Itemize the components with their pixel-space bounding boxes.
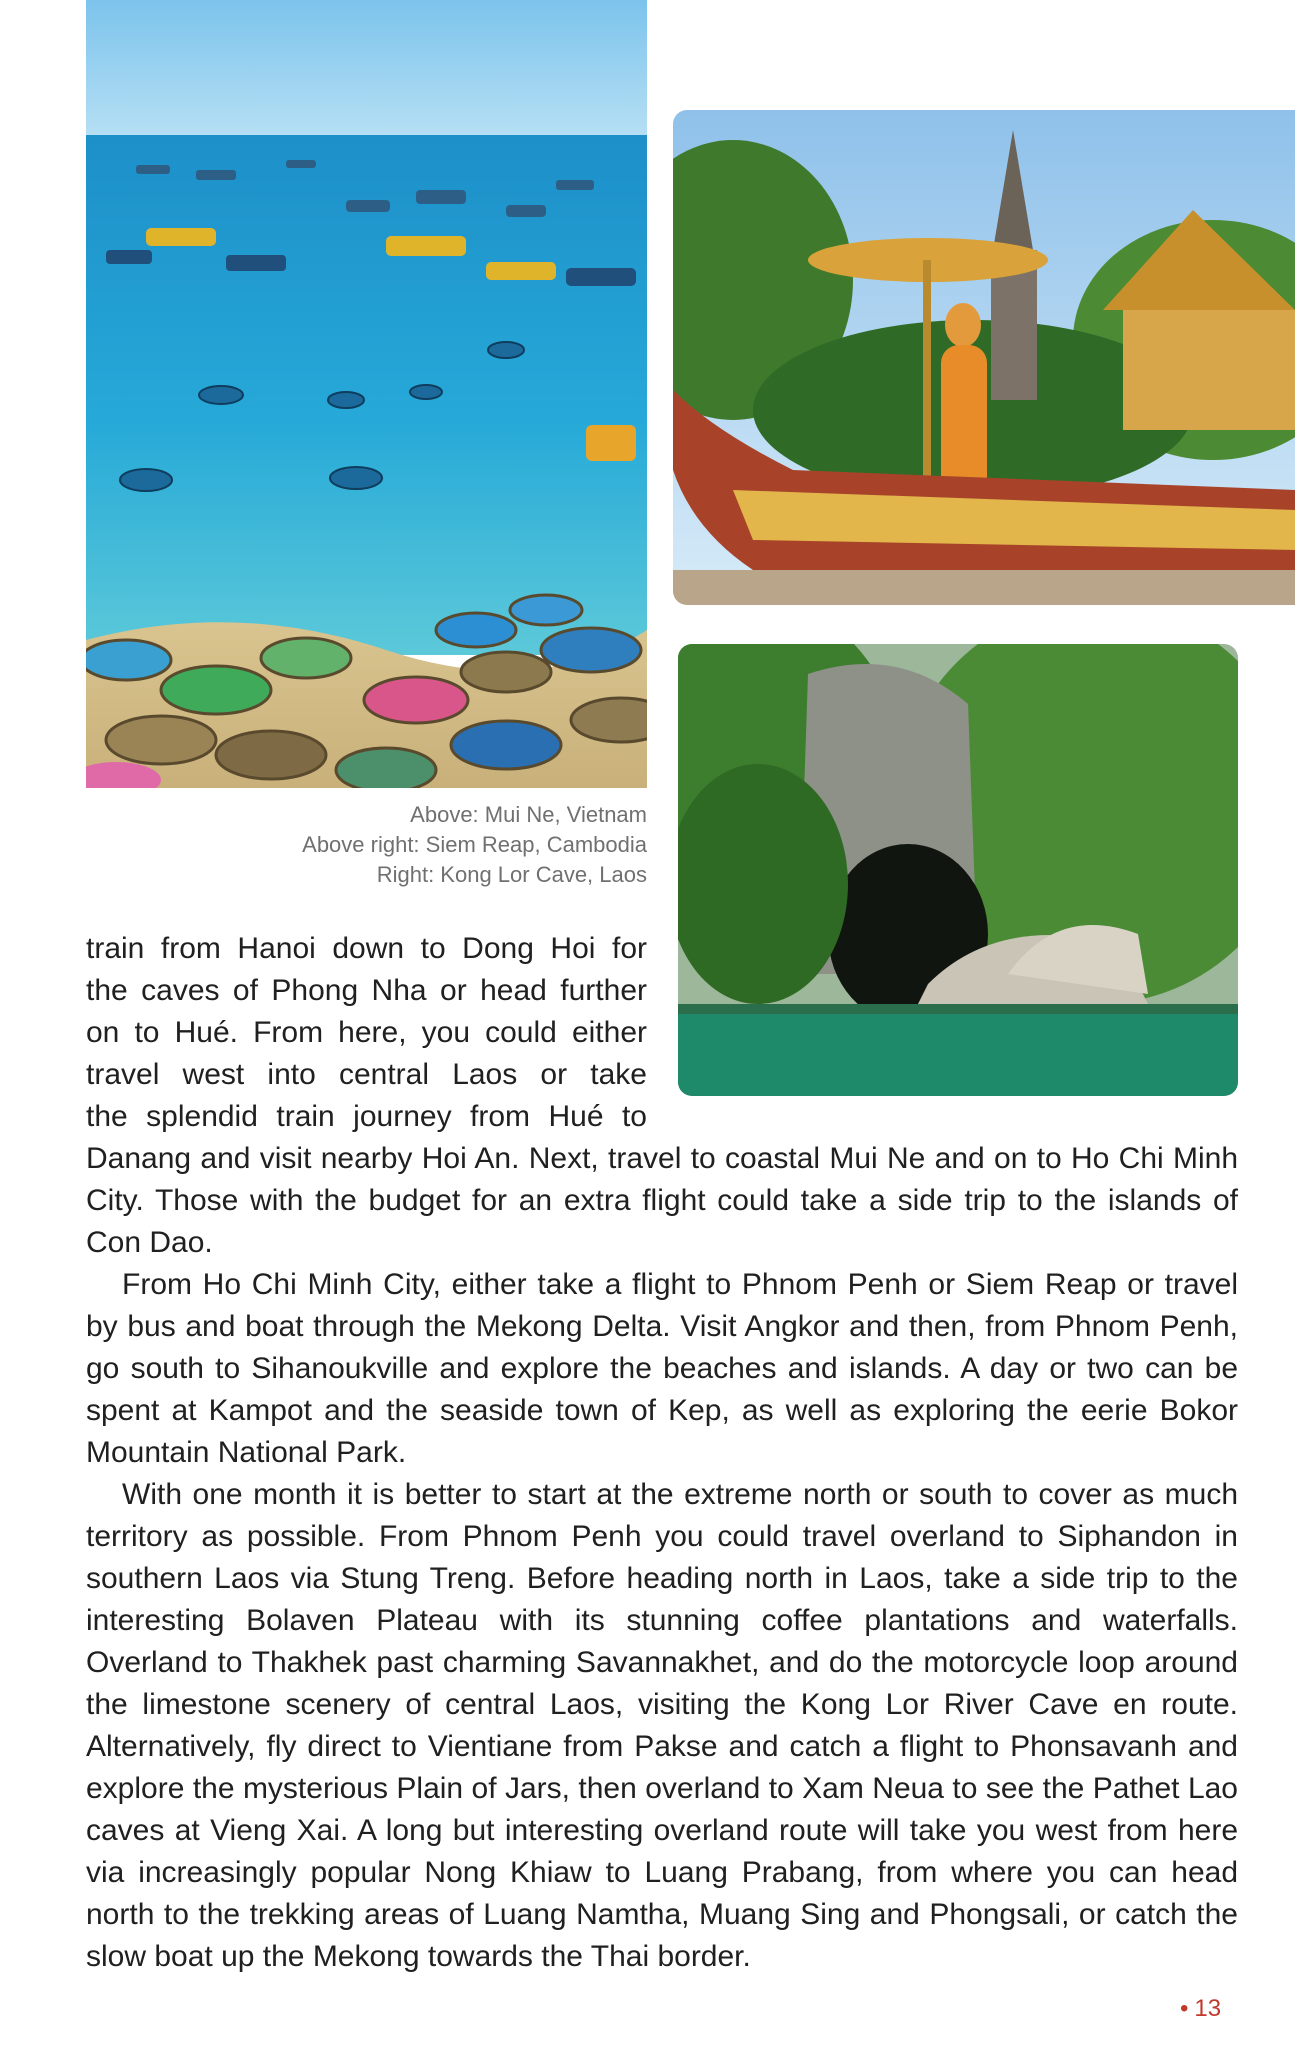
- text-line: the caves of Phong Nha or head further: [86, 974, 647, 1007]
- body-text-narrow: [86, 928, 647, 1138]
- caption-mui-ne: Above: Mui Ne, Vietnam: [410, 802, 647, 827]
- photo-siem-reap: [673, 110, 1295, 605]
- photo-mui-ne: [86, 0, 647, 788]
- caption-siem-reap: Above right: Siem Reap, Cambodia: [302, 832, 647, 857]
- text-line: on to Hué. From here, you could either: [86, 1016, 647, 1049]
- text-line: train from Hanoi down to Dong Hoi for: [86, 932, 647, 965]
- photo-kong-lor-cave: [678, 644, 1238, 1096]
- text-line: the splendid train journey from Hué to: [86, 1100, 647, 1133]
- page-number-value: 13: [1194, 1995, 1222, 2022]
- paragraph: With one month it is better to start at the extreme north or south to cover as much territory as possible. From Phnom Penh you could travel overland to Siphandon in southern Laos via Stung Treng. Before heading north in Laos, take a side trip to the interesting Bolaven Plateau with its stunning coffee plantations and waterfalls. Overland to Thakhek past charming Savannakhet, and do the motorcycle loop around the limestone scenery of central Laos, visiting the Kong Lor River Cave en route. Alternatively, fly direct to Vientiane from Pakse and catch a flight to Phonsavanh and explore the mysterious Plain of Jars, then overland to Xam Neua to see the Pathet Lao caves at Vieng Xai. A long but interesting overland route will take you west from here via increasingly popular Nong Khiaw to Luang Prabang, from where you can head north to the trekking areas of Luang Namtha, Muang Sing and Phongsali, or catch the slow boat up the Mekong towards the Thai border.: [86, 1478, 1238, 1973]
- caption-kong-lor: Right: Kong Lor Cave, Laos: [376, 862, 647, 887]
- paragraph: Danang and visit nearby Hoi An. Next, travel to coastal Mui Ne and on to Ho Chi Minh City. Those with the budget for an extra flight could take a side trip to the islands of Con Dao.: [86, 1142, 1238, 1259]
- body-text-wide: [86, 1138, 1238, 1978]
- bullet-icon: •: [1180, 1995, 1189, 2022]
- photo-captions: [86, 800, 647, 890]
- text-line: travel west into central Laos or take: [86, 1058, 647, 1091]
- paragraph: From Ho Chi Minh City, either take a flight to Phnom Penh or Siem Reap or travel by bus and boat through the Mekong Delta. Visit Angkor and then, from Phnom Penh, go south to Sihanoukville and explore the beaches and islands. A day or two can be spent at Kampot and the seaside town of Kep, as well as exploring the eerie Bokor Mountain National Park.: [86, 1268, 1238, 1469]
- page-number: [1180, 1995, 1221, 2023]
